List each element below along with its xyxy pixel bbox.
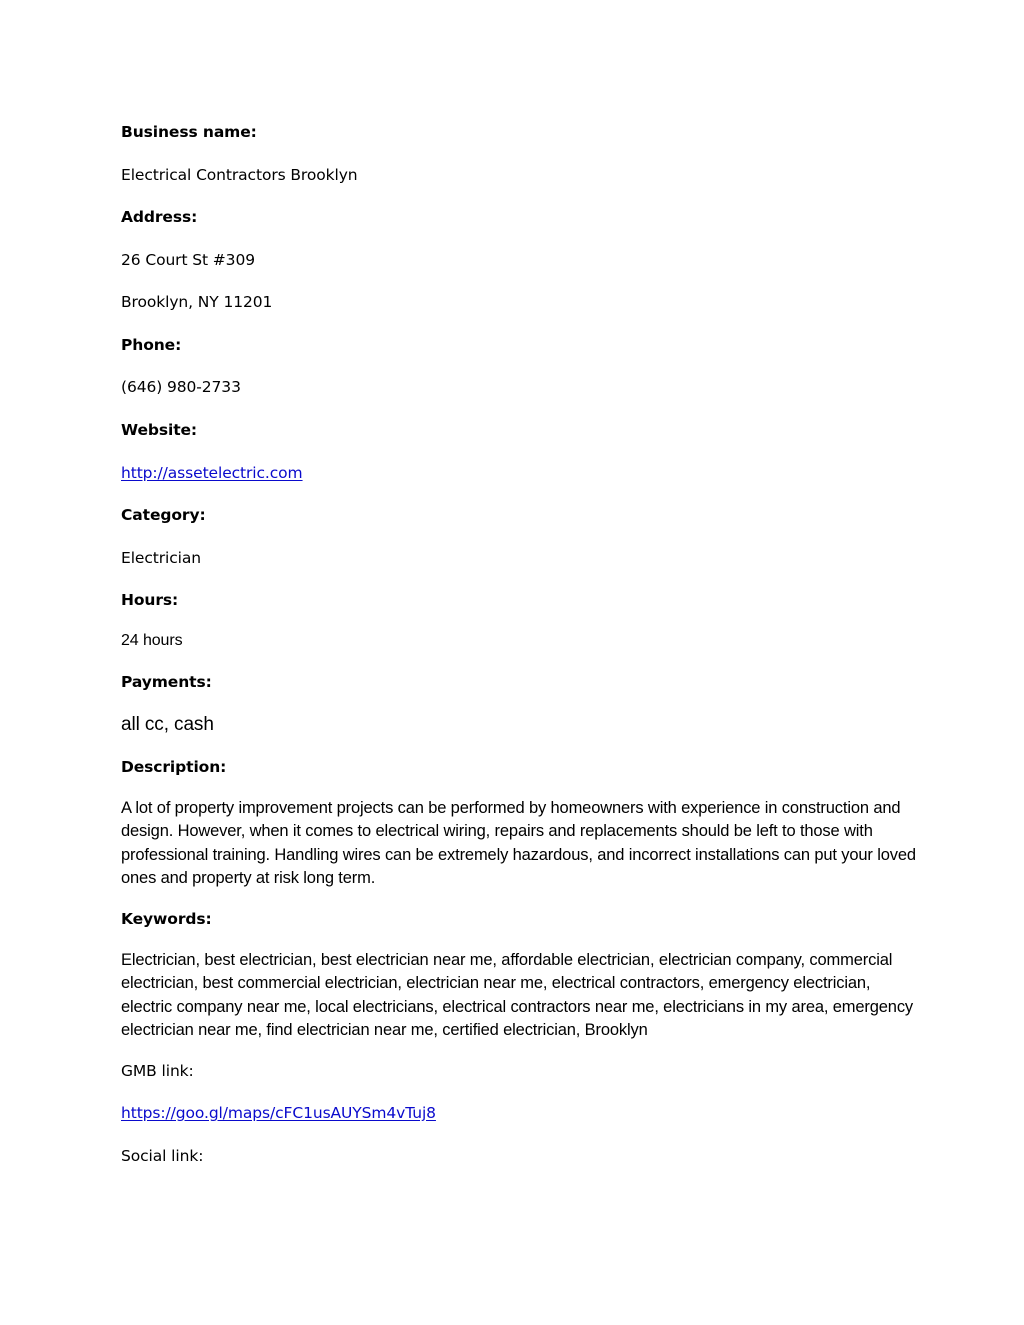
gmb-label: GMB link: xyxy=(121,1062,194,1080)
address-line-2: Brooklyn, NY 11201 xyxy=(121,293,273,311)
website-link[interactable]: http://assetelectric.com xyxy=(121,464,303,482)
description-label: Description: xyxy=(121,758,227,776)
address-line-1: 26 Court St #309 xyxy=(121,251,255,269)
phone-value: (646) 980-2733 xyxy=(121,378,241,396)
category-value: Electrician xyxy=(121,549,201,567)
hours-value: 24 hours xyxy=(121,632,183,649)
business-name-label: Business name: xyxy=(121,123,257,141)
address-label: Address: xyxy=(121,208,198,226)
payments-label: Payments: xyxy=(121,673,212,691)
keywords-text: Electrician, best electrician, best electrician near me, affordable electrician, electrician company, commercial electrician, best commercial electrician, electrician near me, electrical contractors, emergency electrician, electric company near me, local electricians, electrical contractors near me, electricians in my area, emergency electrician near me, find electrician near me, certified electrician, Brooklyn xyxy=(121,951,914,1040)
description-text: A lot of property improvement projects can be performed by homeowners with experience in construction and design. However, when it comes to electrical wiring, repairs and replacements should be left to those with professional training. Handling wires can be extremely hazardous, and incorrect installations can put your loved ones and property at risk long term. xyxy=(121,799,916,888)
website-label: Website: xyxy=(121,421,198,439)
keywords-label: Keywords: xyxy=(121,910,212,928)
phone-label: Phone: xyxy=(121,336,182,354)
business-name-value: Electrical Contractors Brooklyn xyxy=(121,166,358,184)
social-label: Social link: xyxy=(121,1147,204,1165)
category-label: Category: xyxy=(121,506,206,524)
hours-label: Hours: xyxy=(121,591,179,609)
gmb-link[interactable]: https://goo.gl/maps/cFC1usAUYSm4vTuj8 xyxy=(121,1104,436,1122)
payments-value: all cc, cash xyxy=(121,714,214,735)
